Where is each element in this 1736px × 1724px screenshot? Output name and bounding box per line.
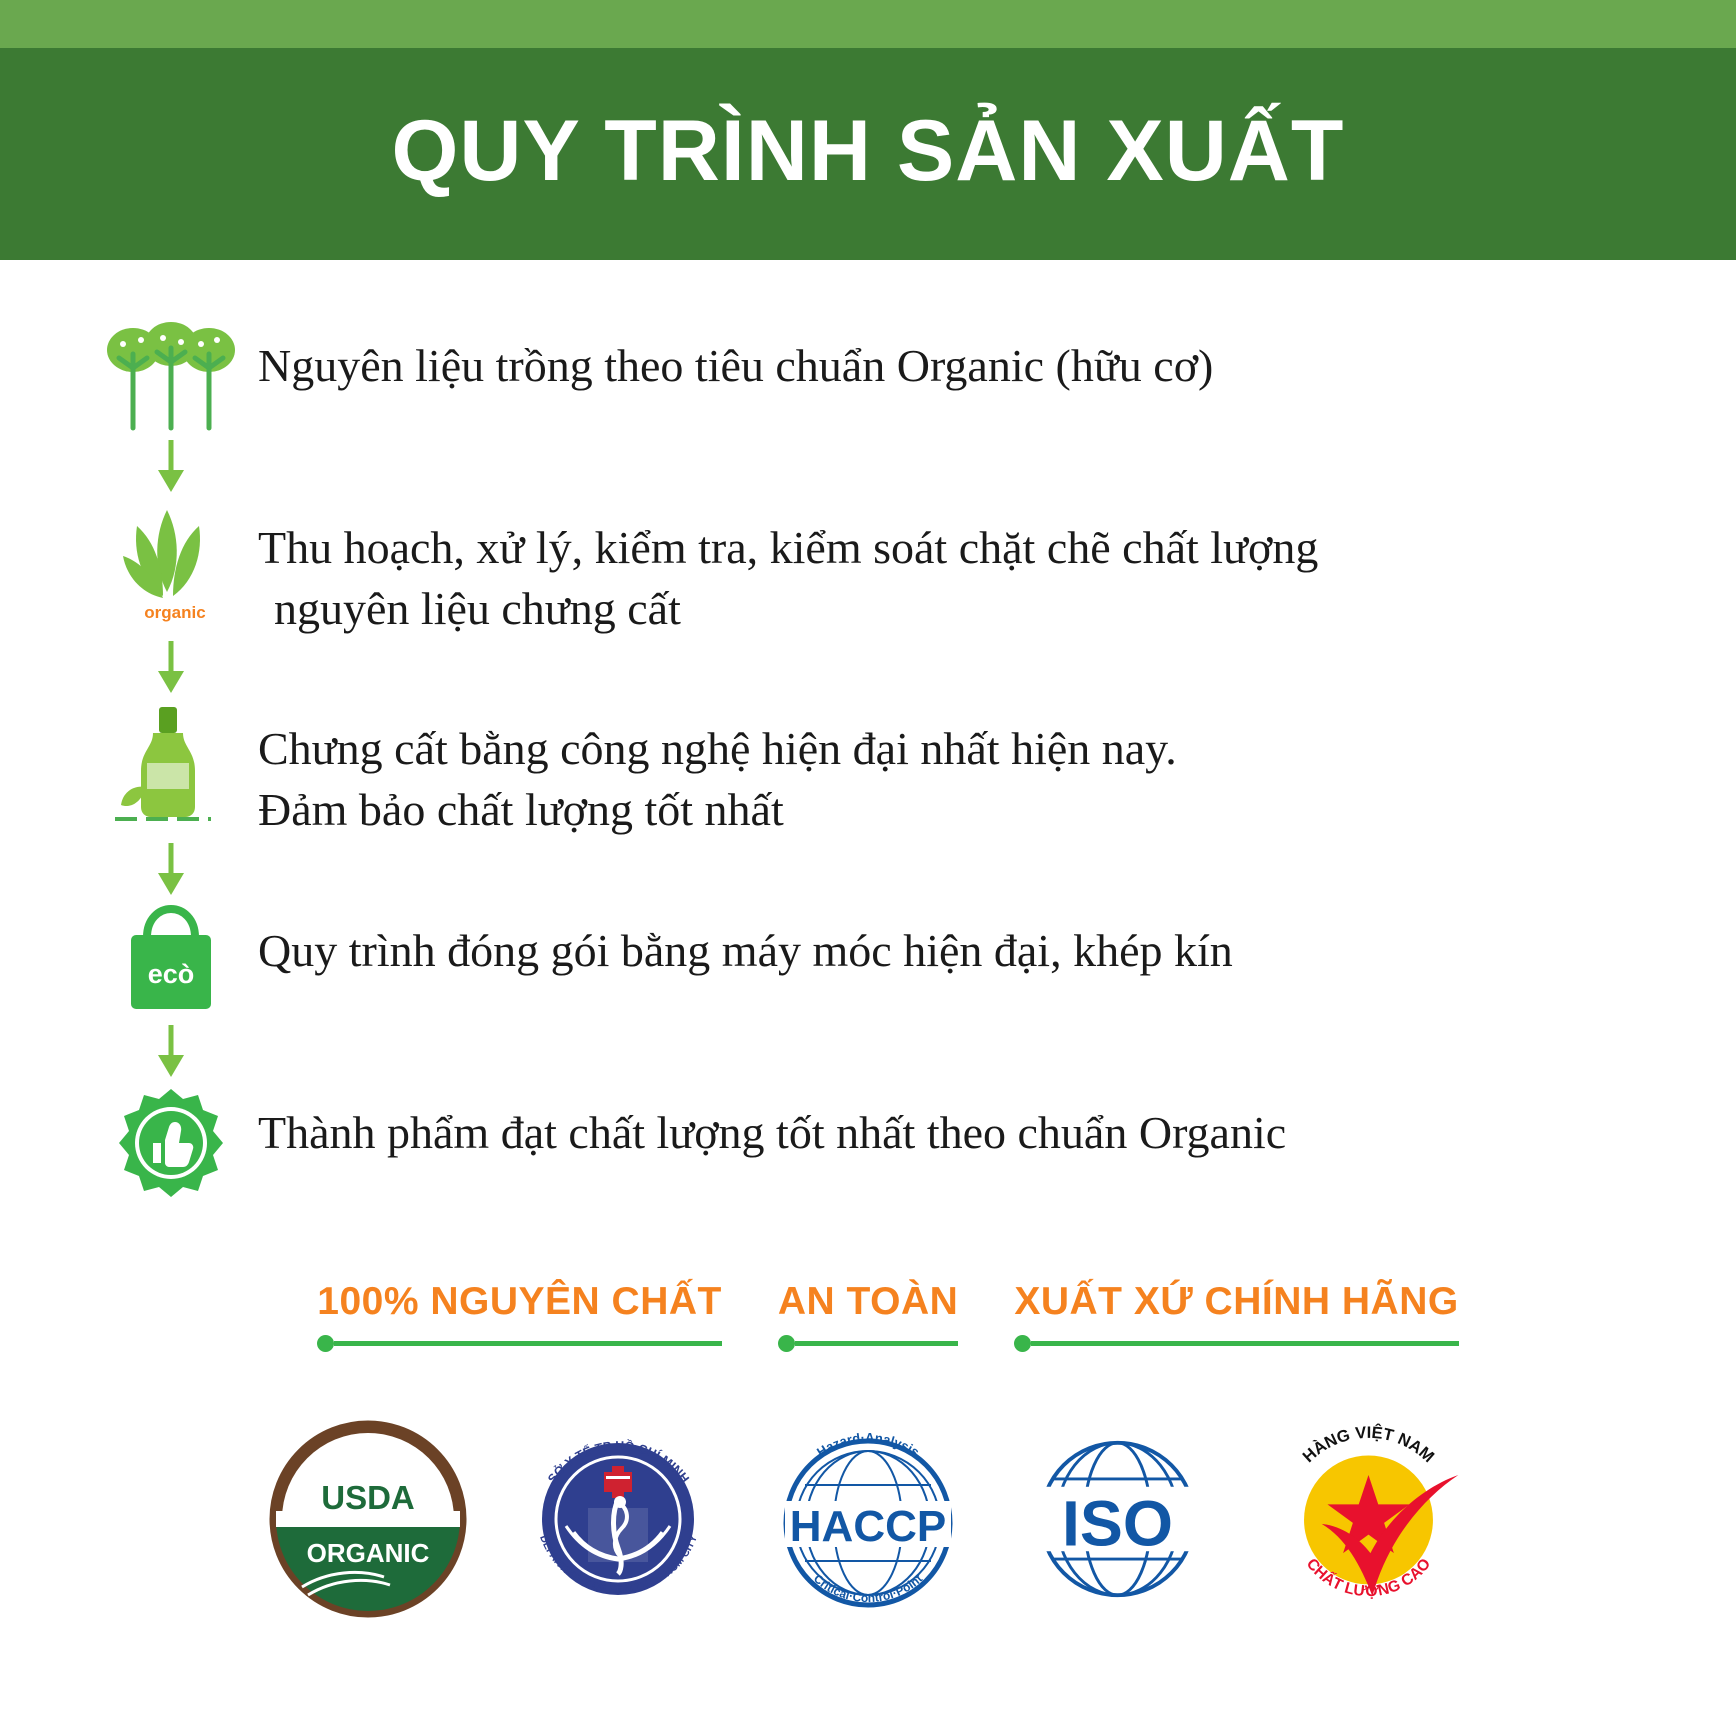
feature-line [1031,1341,1458,1346]
feature-dot-icon [1014,1335,1031,1352]
feature-line [334,1341,722,1346]
process-step-2-line2: nguyên liệu chưng cất [274,582,681,634]
process-step-4-line1: Quy trình đóng gói bằng máy móc hiện đại, khép kín [258,924,1233,976]
hvn-top-text: HÀNG VIỆT NAM [1298,1423,1439,1467]
hvn-bottom-text: CHẤT LƯỢNG CAO [1302,1555,1435,1601]
usda-line2: ORGANIC [306,1537,430,1568]
feature-rule [778,1335,958,1352]
feature-item-1 [317,1280,722,1352]
process-step-1-text [246,314,1213,397]
svg-text:Hazard·Analysis [814,1430,922,1460]
process-steps [0,314,1736,1210]
page-title: QUY TRÌNH SẢN XUẤT [391,103,1345,199]
arrow-down-icon [96,639,246,697]
usda-line1: USDA [321,1478,415,1516]
process-step-2 [96,496,1676,639]
feature-item-2 [778,1280,958,1352]
process-step-2-line1: Thu hoạch, xử lý, kiểm tra, kiểm soát chặt chẽ chất lượng [258,522,1319,573]
process-step-3-line1: Chưng cất bằng công nghệ hiện đại nhất hiện nay. [258,723,1177,775]
feature-rule [1014,1335,1458,1352]
doh-top-text: SỞ Y TẾ TP HỒ CHÍ MINH [544,1439,692,1487]
department-of-health-hcmc-seal [513,1414,723,1624]
svg-text:Critical·Control·Point [811,1571,925,1605]
arrow-down-icon [96,438,246,496]
header-band [0,48,1736,260]
eco-bag-icon [96,899,246,1023]
arrow-down-icon [96,841,246,899]
process-step-2-text [246,496,1318,639]
arrow-row-4 [96,1023,1676,1081]
trees-icon [96,314,246,438]
oil-bottle-icon [96,697,246,831]
iso-seal [1013,1414,1223,1624]
process-step-5-text [246,1081,1286,1164]
process-step-5 [96,1081,1676,1210]
haccp-top-text: Hazard·Analysis [814,1429,923,1460]
haccp-seal [763,1414,973,1624]
feature-line [795,1341,958,1346]
svg-text:organic: organic [144,603,206,622]
top-stripe [0,0,1736,48]
thumbs-up-badge-icon [96,1081,246,1210]
feature-label: XUẤT XỨ CHÍNH HÃNG [1014,1279,1459,1323]
feature-item-3 [1014,1280,1458,1352]
process-step-4-text [246,899,1233,982]
feature-rule [317,1335,722,1352]
arrow-row-1 [96,438,1676,496]
process-step-1 [96,314,1676,438]
process-step-3-line2: Đảm bảo chất lượng tốt nhất [258,784,784,836]
process-step-3-text [246,697,1177,840]
arrow-down-icon [96,1023,246,1081]
usda-organic-seal [263,1414,473,1624]
certification-logos [0,1414,1736,1624]
process-step-3 [96,697,1676,840]
feature-list [0,1280,1736,1352]
hang-viet-nam-chat-luong-cao-seal [1263,1414,1473,1624]
arrow-row-2 [96,639,1676,697]
arrow-row-3 [96,841,1676,899]
iso-center-text: ISO [1061,1487,1174,1560]
feature-dot-icon [317,1335,334,1352]
feature-dot-icon [778,1335,795,1352]
process-step-1-line1: Nguyên liệu trồng theo tiêu chuẩn Organic (hữu cơ) [258,340,1214,391]
feature-label: 100% NGUYÊN CHẤT [317,1279,722,1323]
organic-leaves-icon [96,496,246,630]
process-step-4 [96,899,1676,1023]
feature-label: AN TOÀN [777,1279,959,1323]
haccp-center-text: HACCP [789,1501,947,1551]
process-step-5-line1: Thành phẩm đạt chất lượng tốt nhất theo chuẩn Organic [258,1106,1287,1158]
svg-text:ecò: ecò [147,958,195,989]
doh-bottom-text: DEPARTMENT OF HEALTH OF HCM CITY [536,1533,700,1597]
haccp-bottom-text: Critical·Control·Point [810,1571,926,1605]
